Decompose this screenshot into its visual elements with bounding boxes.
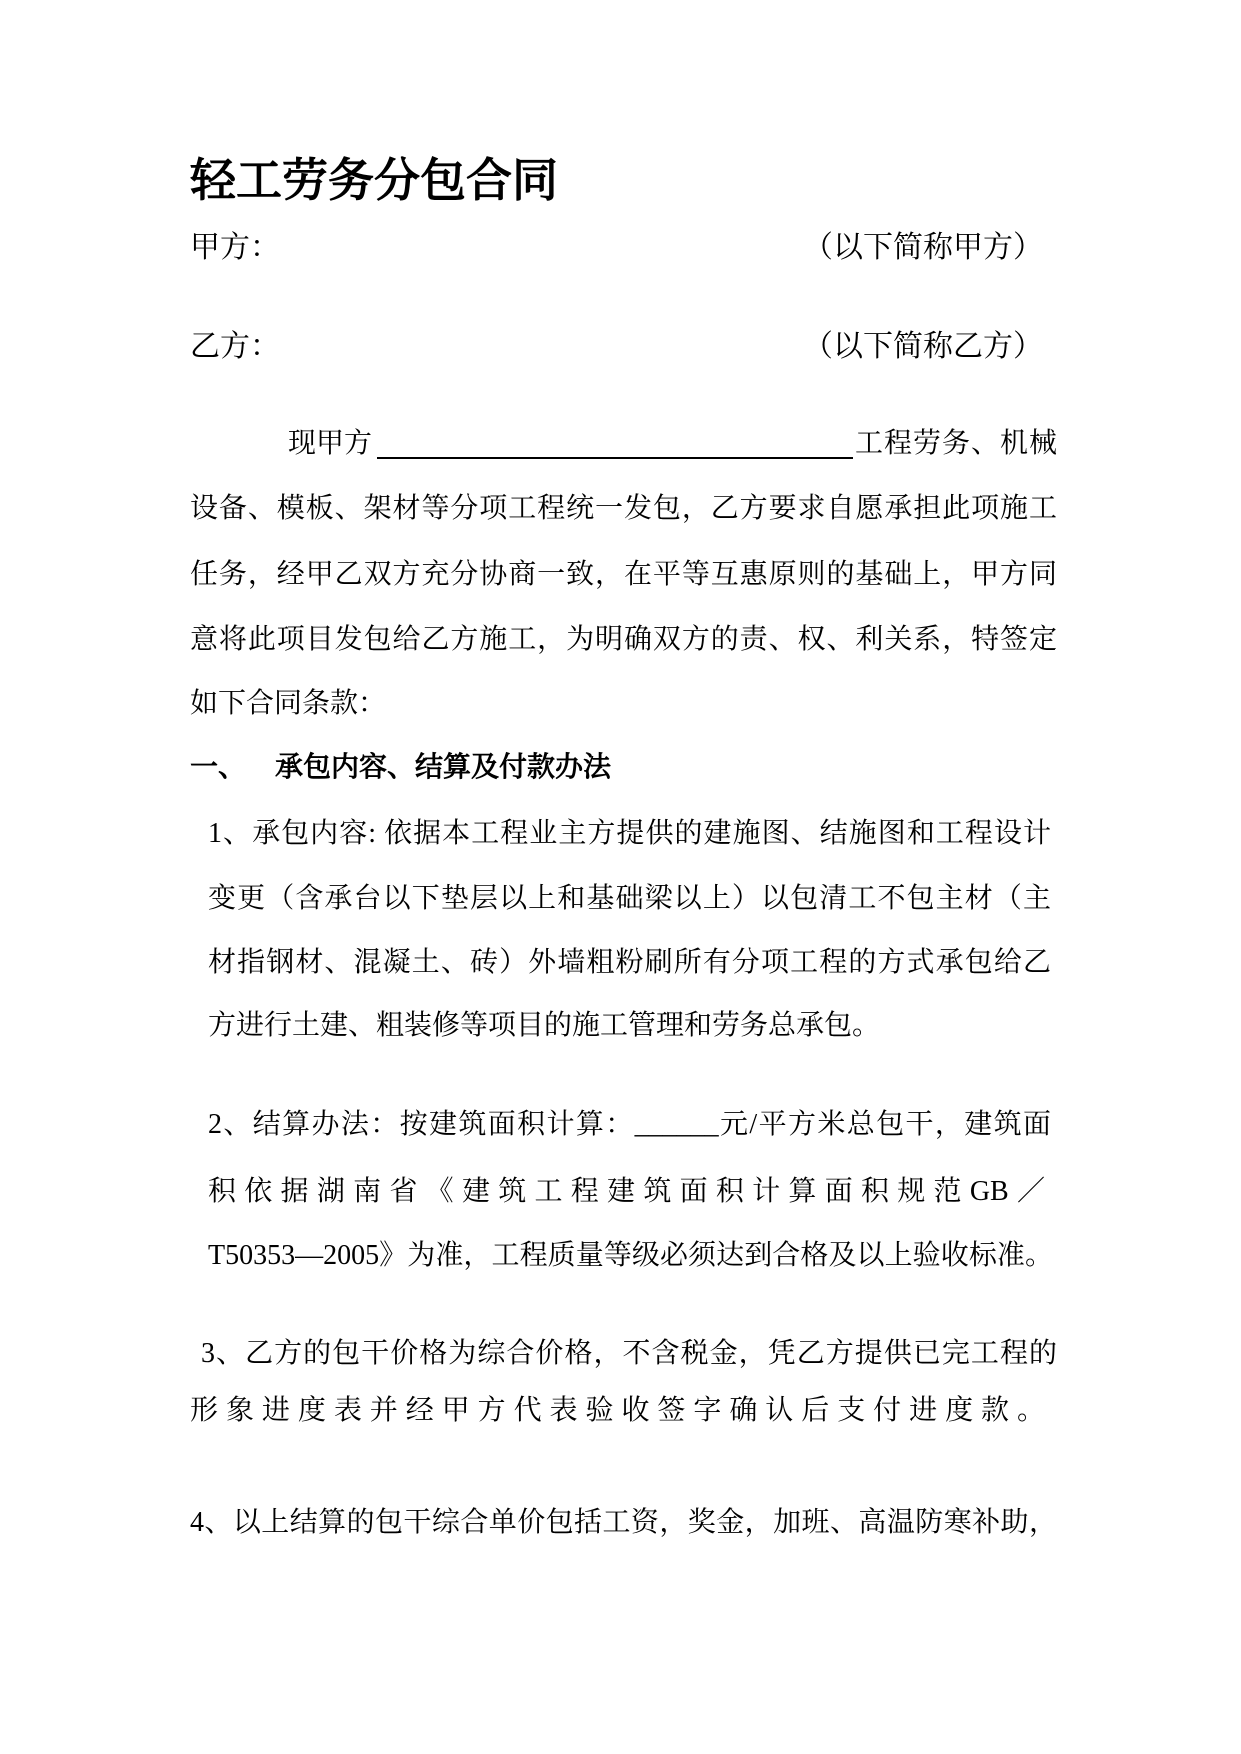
clause-3-line: 形象进度表并经甲方代表验收签字确认后支付进度款。 [190, 1395, 1045, 1426]
preamble-line: 如下合同条款： [190, 688, 387, 719]
clause-3-line: 3、乙方的包干价格为综合价格，不含税金，凭乙方提供已完工程的 [201, 1338, 1057, 1369]
contract-title: 轻工劳务分包合同 [190, 155, 558, 206]
preamble-lead: 现甲方 [288, 428, 373, 459]
section-heading: 承包内容、结算及付款办法 [275, 752, 612, 783]
clause-1-line: 变更（含承台以下垫层以上和基础梁以上）以包清工不包主材（主 [208, 883, 1051, 914]
clause-4-line: 4、以上结算的包干综合单价包括工资，奖金，加班、高温防寒补助， [190, 1507, 1057, 1538]
section-number: 一、 [190, 752, 247, 783]
preamble-line: 任务，经甲乙双方充分协商一致，在平等互惠原则的基础上，甲方同 [190, 559, 1057, 590]
clause-2-line: 积依据湖南省《建筑工程建筑面积计算面积规范GB／ [208, 1176, 1045, 1207]
clause-1-line: 材指钢材、混凝土、砖）外墙粗粉刷所有分项工程的方式承包给乙 [208, 947, 1051, 978]
preamble-after-blank: 工程劳务、机械 [855, 428, 1057, 459]
clause-1-line: 1、承包内容: 依据本工程业主方提供的建施图、结施图和工程设计 [208, 818, 1051, 849]
clause-2-line: 2、结算办法：按建筑面积计算：______元/平方米总包干，建筑面 [208, 1109, 1051, 1140]
clause-1-line: 方进行土建、粗装修等项目的施工管理和劳务总承包。 [208, 1010, 881, 1041]
clause-2-line: T50353—2005》为准，工程质量等级必须达到合格及以上验收标准。 [208, 1240, 1053, 1271]
preamble-line: 意将此项目发包给乙方施工，为明确双方的责、权、利关系，特签定 [190, 624, 1057, 655]
party-b-alias: （以下简称乙方） [803, 330, 1043, 363]
project-name-blank [377, 424, 853, 459]
party-a-alias: （以下简称甲方） [803, 231, 1043, 264]
preamble-line: 设备、模板、架材等分项工程统一发包，乙方要求自愿承担此项施工 [190, 493, 1057, 524]
party-a-label: 甲方： [190, 231, 280, 264]
party-b-label: 乙方： [190, 330, 280, 363]
